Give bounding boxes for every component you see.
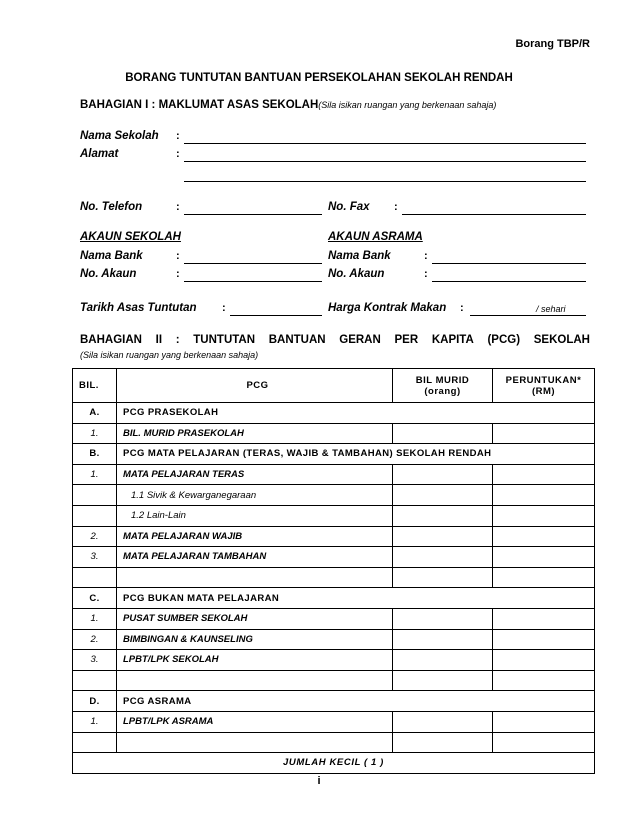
sub-item-label: 1.2 Lain-Lain — [131, 510, 186, 522]
nama-bank-asrama-field[interactable] — [432, 263, 586, 264]
bil-murid-cell[interactable] — [393, 464, 493, 485]
colon: : — [176, 148, 180, 160]
row-label: LPBT/LPK ASRAMA — [117, 711, 393, 732]
form-code: Borang TBP/R — [515, 38, 590, 50]
row-label: PCG ASRAMA — [117, 691, 595, 712]
header-peruntukan-line2: (RM) — [531, 385, 556, 397]
row-bil: B. — [73, 444, 117, 465]
bil-murid-cell[interactable] — [393, 608, 493, 629]
row-label: PCG MATA PELAJARAN (TERAS, WAJIB & TAMBAHAN) SEKOLAH RENDAH — [117, 444, 595, 465]
label-nama-bank-asrama: Nama Bank — [328, 250, 391, 262]
colon: : — [394, 201, 398, 213]
table-row — [73, 567, 595, 588]
page-number: i — [317, 775, 321, 787]
page-title: BORANG TUNTUTAN BANTUAN PERSEKOLAHAN SEKOLAH RENDAH — [125, 72, 513, 84]
peruntukan-cell[interactable] — [493, 711, 595, 732]
section2-word: (PCG) — [487, 334, 521, 346]
peruntukan-cell[interactable] — [493, 505, 595, 526]
peruntukan-cell[interactable] — [493, 485, 595, 506]
row-bil — [73, 505, 117, 526]
section2-word: GERAN — [339, 334, 381, 346]
table-row — [73, 732, 595, 753]
nama-sekolah-field[interactable] — [184, 143, 586, 144]
section1-heading — [80, 99, 496, 111]
section2-word: BAHAGIAN — [80, 334, 142, 346]
row-label — [117, 505, 393, 526]
row-bil: D. — [73, 691, 117, 712]
no-fax-field[interactable] — [402, 214, 586, 215]
row-bil — [73, 485, 117, 506]
nama-bank-sekolah-field[interactable] — [184, 263, 322, 264]
header-bil-murid — [393, 369, 493, 403]
peruntukan-cell[interactable] — [493, 567, 595, 588]
peruntukan-cell[interactable] — [493, 526, 595, 547]
row-bil: C. — [73, 588, 117, 609]
row-label — [117, 670, 393, 691]
table-row — [73, 505, 595, 526]
row-bil: 1. — [73, 711, 117, 732]
header-bil-murid-line2: (orang) — [424, 385, 461, 397]
peruntukan-cell[interactable] — [493, 629, 595, 650]
bil-murid-cell[interactable] — [393, 423, 493, 444]
table-row — [73, 403, 595, 424]
colon: : — [424, 268, 428, 280]
section1-note: (Sila isikan ruangan yang berkenaan sahaja) — [318, 100, 497, 110]
table-row — [73, 691, 595, 712]
harga-kontrak-field[interactable] — [470, 315, 586, 316]
table-row — [73, 464, 595, 485]
label-tarikh-asas-tuntutan: Tarikh Asas Tuntutan — [80, 302, 197, 314]
bil-murid-cell[interactable] — [393, 485, 493, 506]
table-header-row — [73, 369, 595, 403]
total-row — [73, 753, 595, 774]
total-label: JUMLAH KECIL ( 1 ) — [73, 753, 595, 774]
row-label: MATA PELAJARAN TERAS — [117, 464, 393, 485]
akaun-asrama-heading: AKAUN ASRAMA — [328, 231, 423, 243]
no-akaun-asrama-field[interactable] — [432, 281, 586, 282]
row-bil: 3. — [73, 547, 117, 568]
alamat-field-line-1[interactable] — [184, 161, 586, 162]
pcg-table — [72, 368, 595, 774]
row-bil: 3. — [73, 650, 117, 671]
bil-murid-cell[interactable] — [393, 670, 493, 691]
row-bil: 2. — [73, 629, 117, 650]
colon: : — [176, 250, 180, 262]
peruntukan-cell[interactable] — [493, 670, 595, 691]
row-label — [117, 567, 393, 588]
bil-murid-cell[interactable] — [393, 526, 493, 547]
label-alamat: Alamat — [80, 148, 119, 160]
label-no-akaun-asrama: No. Akaun — [328, 268, 385, 280]
header-bil-murid-line1: BIL MURID — [415, 374, 470, 386]
bil-murid-cell[interactable] — [393, 629, 493, 650]
section2-note: (Sila isikan ruangan yang berkenaan sahaja) — [80, 350, 259, 360]
header-pcg: PCG — [117, 369, 393, 403]
row-bil — [73, 567, 117, 588]
section2-word: : — [175, 334, 180, 346]
sub-item-label: 1.1 Sivik & Kewarganegaraan — [131, 489, 257, 501]
peruntukan-cell[interactable] — [493, 732, 595, 753]
row-bil — [73, 732, 117, 753]
no-akaun-sekolah-field[interactable] — [184, 281, 322, 282]
table-row — [73, 444, 595, 465]
label-harga-kontrak-makan: Harga Kontrak Makan — [328, 302, 447, 314]
row-bil: 1. — [73, 464, 117, 485]
colon: : — [176, 268, 180, 280]
row-label: BIMBINGAN & KAUNSELING — [117, 629, 393, 650]
section2-word: BANTUAN — [268, 334, 326, 346]
row-label: PCG PRASEKOLAH — [117, 403, 595, 424]
peruntukan-cell[interactable] — [493, 608, 595, 629]
table-row — [73, 629, 595, 650]
row-label: MATA PELAJARAN WAJIB — [117, 526, 393, 547]
peruntukan-cell[interactable] — [493, 547, 595, 568]
akaun-sekolah-heading: AKAUN SEKOLAH — [80, 231, 181, 243]
table-row — [73, 650, 595, 671]
no-telefon-field[interactable] — [184, 214, 322, 215]
row-label: BIL. MURID PRASEKOLAH — [117, 423, 393, 444]
row-label — [117, 485, 393, 506]
header-peruntukan — [493, 369, 595, 403]
row-label — [117, 732, 393, 753]
row-label: PCG BUKAN MATA PELAJARAN — [117, 588, 595, 609]
bil-murid-cell[interactable] — [393, 567, 493, 588]
label-no-fax: No. Fax — [328, 201, 370, 213]
header-bil: BIL. — [73, 369, 117, 403]
tarikh-asas-field[interactable] — [230, 315, 322, 316]
colon: : — [460, 302, 464, 314]
peruntukan-cell[interactable] — [493, 423, 595, 444]
table-row — [73, 485, 595, 506]
bil-murid-cell[interactable] — [393, 650, 493, 671]
label-no-telefon: No. Telefon — [80, 201, 143, 213]
row-bil — [73, 670, 117, 691]
section2-word: PER — [394, 334, 419, 346]
bil-murid-cell[interactable] — [393, 732, 493, 753]
table-row — [73, 608, 595, 629]
bil-murid-cell[interactable] — [393, 505, 493, 526]
colon: : — [222, 302, 226, 314]
peruntukan-cell[interactable] — [493, 464, 595, 485]
label-nama-sekolah: Nama Sekolah — [80, 130, 159, 142]
row-label: LPBT/LPK SEKOLAH — [117, 650, 393, 671]
colon: : — [176, 201, 180, 213]
colon: : — [176, 130, 180, 142]
row-bil: A. — [73, 403, 117, 424]
sehari-label: / sehari — [536, 304, 566, 314]
section2-word: II — [155, 334, 163, 346]
row-bil: 2. — [73, 526, 117, 547]
section2-word: SEKOLAH — [533, 334, 590, 346]
section2-word: KAPITA — [431, 334, 474, 346]
row-bil: 1. — [73, 608, 117, 629]
label-nama-bank-sekolah: Nama Bank — [80, 250, 143, 262]
table-row — [73, 588, 595, 609]
row-bil: 1. — [73, 423, 117, 444]
section2-word: TUNTUTAN — [193, 334, 256, 346]
alamat-field-line-2[interactable] — [184, 181, 586, 182]
colon: : — [424, 250, 428, 262]
section2-heading — [80, 334, 590, 346]
bil-murid-cell[interactable] — [393, 711, 493, 732]
row-label: PUSAT SUMBER SEKOLAH — [117, 608, 393, 629]
header-peruntukan-line1: PERUNTUKAN* — [505, 374, 582, 386]
row-label: MATA PELAJARAN TAMBAHAN — [117, 547, 393, 568]
table-row — [73, 423, 595, 444]
table-row — [73, 711, 595, 732]
label-no-akaun-sekolah: No. Akaun — [80, 268, 137, 280]
table-row — [73, 547, 595, 568]
table-row — [73, 526, 595, 547]
section1-heading-text: BAHAGIAN I : MAKLUMAT ASAS SEKOLAH — [80, 99, 319, 111]
bil-murid-cell[interactable] — [393, 547, 493, 568]
peruntukan-cell[interactable] — [493, 650, 595, 671]
table-row — [73, 670, 595, 691]
